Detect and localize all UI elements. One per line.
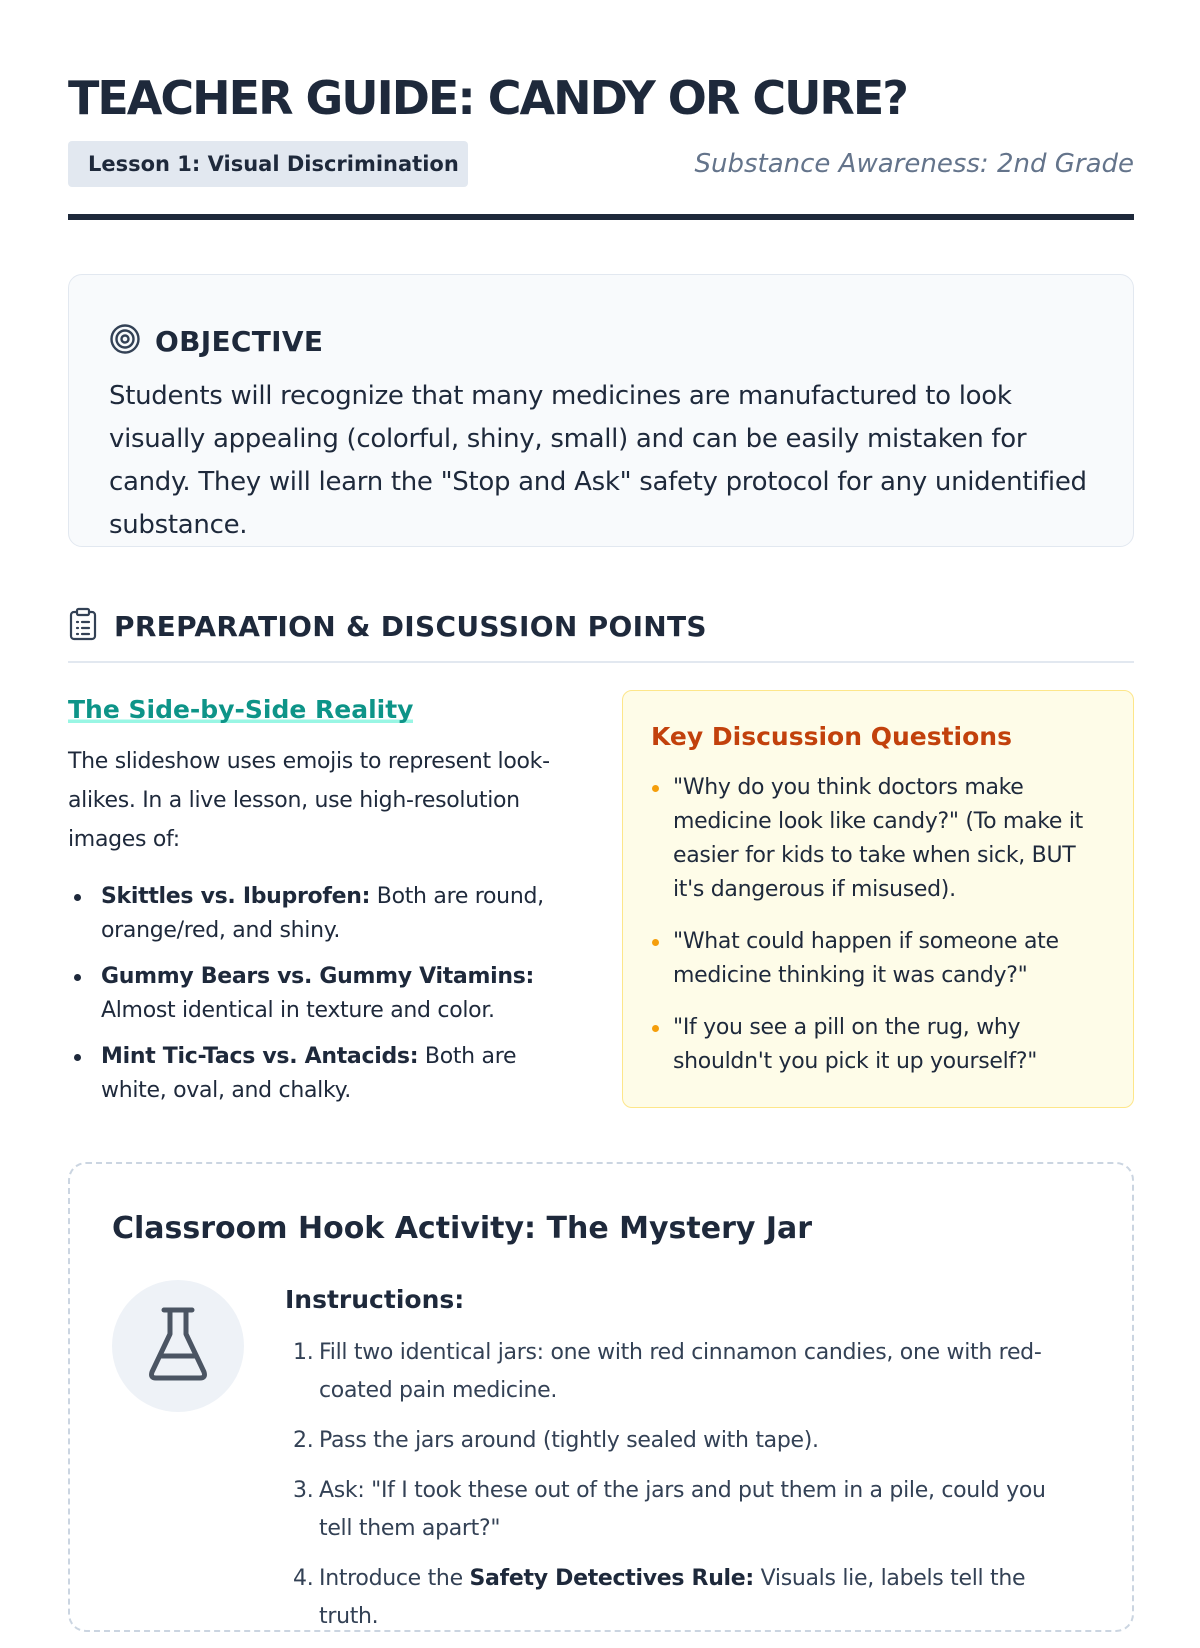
step-number: 4.	[293, 1566, 314, 1591]
list-item	[68, 960, 588, 1028]
flask-icon	[146, 1306, 210, 1386]
section-divider	[68, 661, 1134, 663]
step-number: 3.	[293, 1478, 314, 1503]
instructions-list	[285, 1334, 1085, 1648]
step-text: Introduce the	[319, 1566, 470, 1591]
lookalike-pair: Mint Tic-Tacs vs. Antacids:	[101, 1044, 419, 1069]
page-title: TEACHER GUIDE: CANDY OR CURE?	[68, 71, 907, 125]
objective-text: Students will recognize that many medicines are manufactured to look visually appealing (colorful, shiny, small) and can be easily mistaken for candy. They will learn the "Stop and Ask" safety protocol for any unidentified substance.	[109, 381, 1087, 540]
step-text: Pass the jars around (tightly sealed with tape).	[319, 1428, 819, 1453]
questions-list	[651, 771, 1101, 1097]
flask-badge	[112, 1280, 244, 1412]
reality-heading: The Side-by-Side Reality	[68, 692, 413, 728]
questions-heading: Key Discussion Questions	[651, 722, 1012, 751]
step-text: Visuals lie, labels tell the truth.	[319, 1566, 1026, 1629]
objective-section	[68, 274, 1134, 547]
discussion-questions-box	[622, 690, 1134, 1108]
lookalike-description: Almost identical in texture and color.	[101, 998, 495, 1023]
list-item	[68, 1040, 588, 1108]
objective-header	[109, 321, 323, 361]
lookalike-description: Both are round, orange/red, and shiny.	[101, 884, 544, 943]
list-item	[285, 1334, 1085, 1410]
activity-title: Classroom Hook Activity: The Mystery Jar	[112, 1211, 813, 1246]
lookalike-description: Both are white, oval, and chalky.	[101, 1044, 517, 1103]
clipboard-icon	[68, 607, 98, 645]
list-item: "What could happen if someone ate medicine thinking it was candy?"	[651, 925, 1101, 993]
lookalike-pair: Gummy Bears vs. Gummy Vitamins:	[101, 964, 534, 989]
teacher-guide-page	[68, 0, 1134, 1629]
list-item: "If you see a pill on the rug, why shouldn't you pick it up yourself?"	[651, 1011, 1101, 1079]
course-subtitle: Substance Awareness: 2nd Grade	[694, 149, 1134, 179]
hook-activity-section	[68, 1162, 1134, 1632]
header-divider	[68, 214, 1134, 220]
step-text: Ask: "If I took these out of the jars and put them in a pile, could you tell them apart?"	[319, 1478, 1046, 1541]
reality-intro: The slideshow uses emojis to represent look-alikes. In a live lesson, use high-resolution images of:	[68, 749, 550, 852]
lookalike-pair: Skittles vs. Ibuprofen:	[101, 884, 371, 909]
lesson-badge: Lesson 1: Visual Discrimination	[68, 141, 468, 187]
preparation-title: PREPARATION & DISCUSSION POINTS	[114, 609, 707, 643]
step-number: 2.	[293, 1428, 314, 1453]
preparation-header	[68, 604, 707, 648]
rule-name: Safety Detectives Rule:	[469, 1566, 754, 1591]
instructions-label: Instructions:	[285, 1285, 465, 1314]
list-item	[68, 880, 588, 948]
list-item	[285, 1560, 1085, 1636]
list-item: "Why do you think doctors make medicine look like candy?" (To make it easier for kids to take when sick, BUT it's dangerous if misused).	[651, 771, 1101, 907]
list-item	[285, 1422, 1085, 1460]
objective-title: OBJECTIVE	[155, 324, 324, 358]
list-item	[285, 1472, 1085, 1548]
lookalike-list	[68, 880, 588, 1120]
step-number: 1.	[293, 1340, 314, 1365]
step-text: Fill two identical jars: one with red cinnamon candies, one with red-coated pain medicine.	[319, 1340, 1042, 1403]
target-icon	[109, 323, 141, 359]
